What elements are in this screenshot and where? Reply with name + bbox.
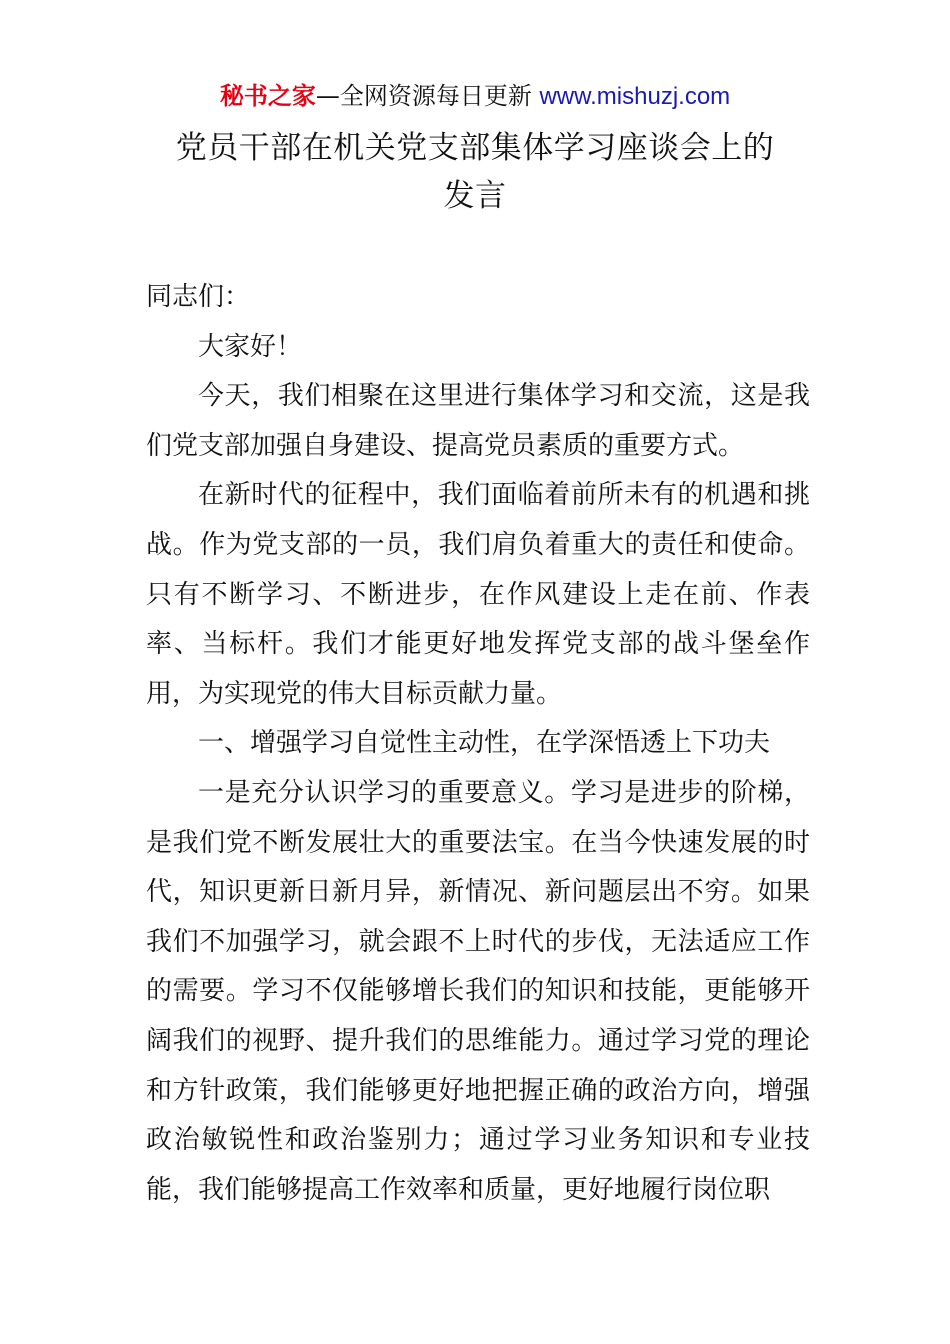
body-paragraph: 一是充分认识学习的重要意义。学习是进步的阶梯，是我们党不断发展壮大的重要法宝。在当今快速发展的时代，知识更新日新月异，新情况、新问题层出不穷。如果我们不加强学习，就会跟不上时代的步伐，无法适应工作的需要。学习不仅能够增长我们的知识和技能，更能够开阔我们的视野、提升我们的思维能力。通过学习党的理论和方针政策，我们能够更好地把握正确的政治方向，增强政治敏锐性和政治鉴别力；通过学习业务知识和专业技能，我们能够提高工作效率和质量，更好地履行岗位职 — [146, 777, 810, 1205]
brand-name: 秘书之家 — [219, 82, 316, 110]
header-tagline: —全网资源每日更新 — [315, 82, 532, 110]
site-header — [0, 80, 950, 113]
document-title — [0, 124, 950, 220]
salutation: 同志们： — [146, 282, 251, 312]
title-line-1: 党员干部在机关党支部集体学习座谈会上的 — [175, 130, 775, 166]
document-body — [146, 273, 810, 1215]
title-line-2: 发言 — [443, 178, 507, 214]
greeting: 大家好！ — [198, 331, 303, 362]
body-paragraph: 在新时代的征程中，我们面临着前所未有的机遇和挑战。作为党支部的一员，我们肩负着重大的责任和使命。只有不断学习、不断进步，在作风建设上走在前、作表率、当标杆。我们才能更好地发挥党支部的战斗堡垒作用，为实现党的伟大目标贡献力量。 — [146, 480, 810, 709]
body-paragraph: 今天，我们相聚在这里进行集体学习和交流，这是我们党支部加强自身建设、提高党员素质的重要方式。 — [146, 381, 810, 461]
section-heading: 一、增强学习自觉性主动性，在学深悟透上下功夫 — [198, 728, 771, 759]
site-url-link[interactable]: www.mishuzj.com — [539, 83, 731, 110]
